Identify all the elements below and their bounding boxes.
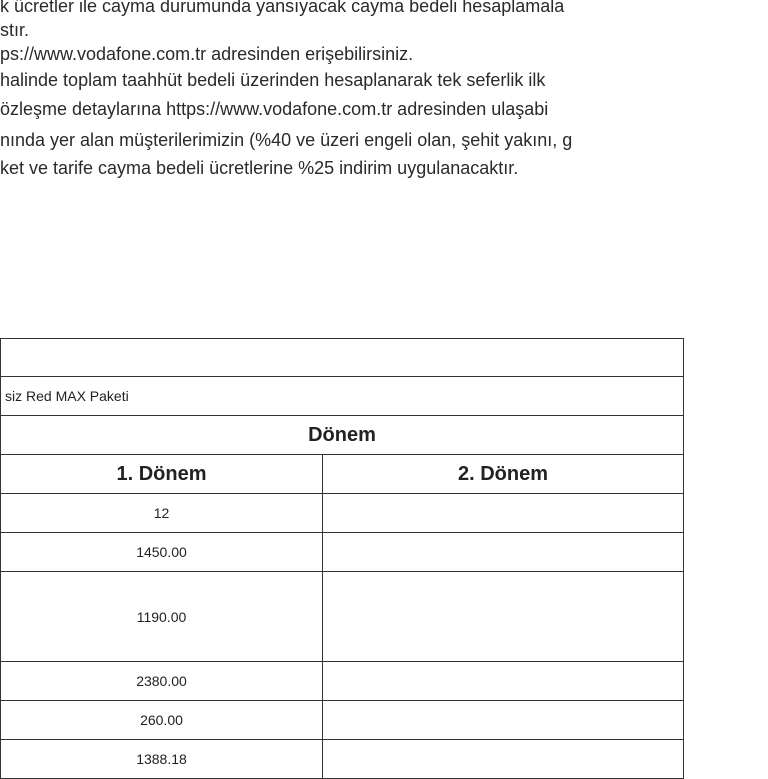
table-cell (323, 701, 684, 740)
period-header: Dönem (1, 416, 684, 455)
table-row (1, 339, 684, 377)
paragraph-line: stır. (0, 20, 30, 40)
table-row (1, 740, 684, 779)
table-row (1, 494, 684, 533)
table-row (1, 572, 684, 662)
table-cell: 12 (1, 494, 323, 533)
paragraph-line: nında yer alan müşterilerimizin (%40 ve üzeri engeli olan, şehit yakını, g (0, 130, 573, 150)
paragraph-line: ps://www.vodafone.com.tr adresinden erişebilirsiniz. (0, 44, 414, 64)
paragraph-line: ket ve tarife cayma bedeli ücretlerine %25 indirim uygulanacaktır. (0, 158, 519, 178)
table-cell (323, 572, 684, 662)
table-cell (323, 494, 684, 533)
table-cell: 1388.18 (1, 740, 323, 779)
package-name: siz Red MAX Paketi (1, 377, 684, 416)
table-cell: 1450.00 (1, 533, 323, 572)
table-row (1, 533, 684, 572)
table-row (1, 662, 684, 701)
paragraph-line: halinde toplam taahhüt bedeli üzerinden hesaplanarak tek seferlik ilk (0, 70, 546, 90)
table-row (1, 701, 684, 740)
tariff-table (0, 338, 684, 779)
table-row (1, 455, 684, 494)
paragraph-line: özleşme detaylarına https://www.vodafone.com.tr adresinden ulaşabi (0, 99, 549, 119)
paragraph-line: k ücretler ile cayma durumunda yansıyacak cayma bedeli hesaplamala (0, 0, 565, 16)
table-cell: 1190.00 (1, 572, 323, 662)
column-header: 1. Dönem (1, 455, 323, 494)
table-cell (323, 533, 684, 572)
table-cell (323, 740, 684, 779)
table-row (1, 377, 684, 416)
table-cell: 2380.00 (1, 662, 323, 701)
table-cell (323, 662, 684, 701)
column-header: 2. Dönem (323, 455, 684, 494)
table-cell: 260.00 (1, 701, 323, 740)
empty-cell (1, 339, 684, 377)
table-row (1, 416, 684, 455)
